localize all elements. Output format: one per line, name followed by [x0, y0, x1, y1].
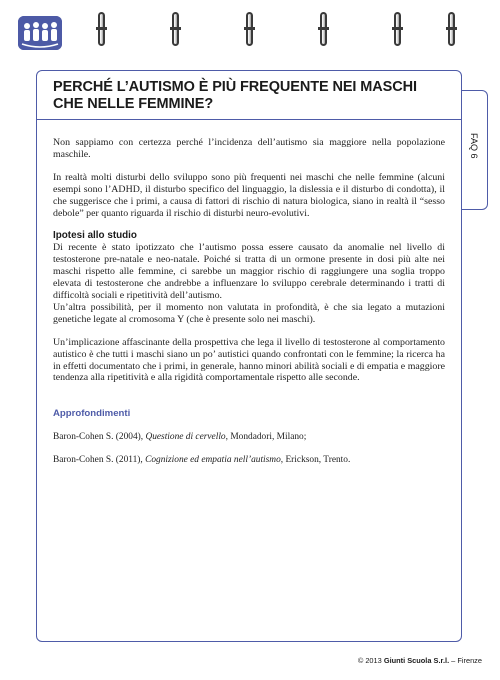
reference-author: Baron-Cohen S. (2011),: [53, 455, 146, 466]
reference-publisher: , Mondadori, Milano;: [225, 432, 307, 443]
references-heading: Approfondimenti: [53, 408, 131, 420]
paragraph-3: Di recente è stato ipotizzato che l’autismo possa essere causato da anomalie nel livello di testosterone pre-natale e neo-natale. Poiché si tratta di un ormone presente in dosi più alte nei maschi rispetto alle femmine, ci sarebbe un maggior rischio di raggiungere una soglia troppo elevata di testosterone che andrebbe a influenzare lo sviluppo cerebrale determinando i tratti di difficoltà sociali e ripetitività dell’autismo.: [53, 242, 445, 301]
binder-ring-icon: [246, 12, 253, 46]
title-divider: [37, 119, 461, 120]
binder-ring-icon: [394, 12, 401, 46]
reference-title: Questione di cervello: [145, 432, 226, 443]
people-icon: [18, 16, 62, 50]
copyright-footer: [358, 656, 482, 665]
subheading: Ipotesi allo studio: [53, 230, 137, 242]
binder-ring-icon: [448, 12, 455, 46]
side-tab: [462, 90, 488, 210]
binder-ring-icon: [98, 12, 105, 46]
footer-publisher: Giunti Scuola S.r.l.: [383, 656, 450, 665]
paragraph-1: Non sappiamo con certezza perché l’incidenza dell’autismo sia maggiore nella popolazione maschile.: [53, 137, 445, 160]
reference-publisher: , Erickson, Trento.: [280, 455, 351, 466]
binder-ring-icon: [320, 12, 327, 46]
references-section: [53, 408, 445, 466]
reference-author: Baron-Cohen S. (2004),: [53, 432, 146, 443]
body-text: [53, 137, 445, 477]
publisher-logo-icon: [18, 16, 62, 50]
side-tab-label: FAQ 6: [469, 133, 479, 159]
title-line-1: PERCHÉ L’AUTISMO È PIÙ FREQUENTE NEI MASCHI: [53, 79, 417, 95]
title-line-2: CHE NELLE FEMMINE?: [53, 96, 214, 112]
binder-ring-icon: [172, 12, 179, 46]
paragraph-4: Un’altra possibilità, per il momento non valutata in profondità, è che sia legato a mutazioni genetiche legate al cromosoma Y (che è presente solo nei maschi).: [53, 301, 445, 325]
reference-title: Cognizione ed empatia nell’autismo: [145, 455, 281, 466]
paragraph-5: Un’implicazione affascinante della prospettiva che lega il livello di testosterone al comportamento autistico è che tutti i maschi siano un po’ autistici quando confrontati con le femmine; la ricerca ha in effetti documentato che i primi, in generale, hanno minori abilità sociali e di empatia e maggiore tendenza alla ripetitività e alla rigidità comportamentale rispetto alle seconde.: [53, 336, 445, 384]
faq-card: [36, 70, 462, 642]
paragraph-2: In realtà molti disturbi dello sviluppo sono più frequenti nei maschi che nelle femmine (alcuni esempi sono l’ADHD, il disturbo specifico del linguaggio, la dislessia e il disturbo di condotta), il che suggerisce che i primi, a causa di fattori di rischio di natura biologica, siano in realtà il “sesso debole” per quanto riguarda il rischio di disturbi neuro-evolutivi.: [53, 171, 445, 219]
footer-suffix: – Firenze: [449, 656, 482, 665]
reference-item: [53, 431, 445, 443]
footer-prefix: © 2013: [357, 656, 384, 665]
reference-item: [53, 454, 445, 466]
page-title: [53, 79, 433, 113]
